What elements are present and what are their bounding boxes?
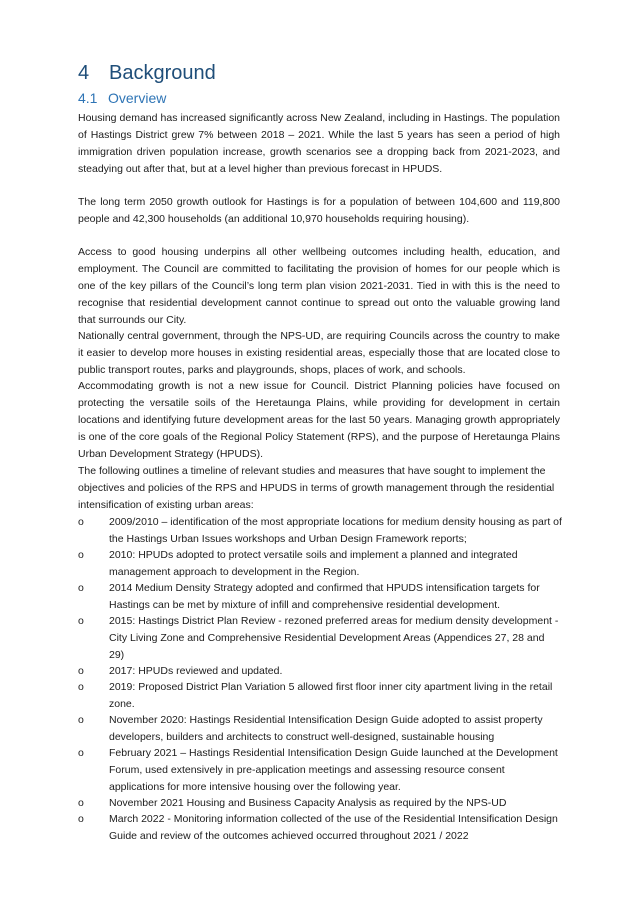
list-item — [78, 745, 562, 796]
list-item-text: March 2022 - Monitoring information collected of the use of the Residential Intensification Design Guide and review of the outcomes achieved occurred throughout 2021 / 2022 — [109, 813, 558, 842]
list-item-text: 2015: Hastings District Plan Review - rezoned preferred areas for medium density development - City Living Zone and Comprehensive Residential Development Areas (Appendices 27, 28 and 29) — [109, 615, 559, 661]
paragraph-accommodating-growth: Accommodating growth is not a new issue for Council. District Planning policies have focused on protecting the versatile soils of the Heretaunga Plains, while providing for development in certain locations and identifying future development areas for the last 50 years. Managing growth appropriately is one of the core goals of the Regional Policy Statement (RPS), and the purpose of Heretaunga Plains Urban Development Strategy (HPUDS). — [78, 379, 560, 460]
list-item-text: 2014 Medium Density Strategy adopted and confirmed that HPUDS intensification targets for Hastings can be met by mixture of infill and comprehensive residential development. — [109, 582, 540, 611]
subsection-heading — [78, 90, 166, 106]
paragraph-access-housing: Access to good housing underpins all other wellbeing outcomes including health, education, and employment. The Council are committed to facilitating the provision of homes for our people which is one of the key pillars of the Council’s long term plan vision 2021-2031. Tied in with this is the need to recognise that residential development cannot continue to spread out onto the valuable growing land that surrounds our City. — [78, 245, 560, 326]
list-item-text: 2009/2010 – identification of the most appropriate locations for medium density housing as part of the Hastings Urban Issues workshops and Urban Design Framework reports; — [109, 516, 562, 545]
list-item-text: November 2020: Hastings Residential Intensification Design Guide adopted to assist property developers, builders and architects to construct well-designed, sustainable housing — [109, 714, 543, 743]
section-number: 4 — [78, 62, 90, 84]
bullet-mark: o — [78, 813, 84, 825]
list-item — [78, 514, 562, 548]
list-item-text: November 2021 Housing and Business Capacity Analysis as required by the NPS-UD — [109, 797, 507, 809]
bullet-mark: o — [78, 747, 84, 759]
bullet-mark: o — [78, 615, 84, 627]
list-item — [78, 679, 562, 713]
subsection-title: Overview — [108, 90, 167, 106]
list-item — [78, 712, 562, 746]
list-item — [78, 811, 562, 845]
bullet-mark: o — [78, 665, 84, 677]
list-item-text: 2017: HPUDs reviewed and updated. — [109, 665, 283, 677]
bullet-mark: o — [78, 714, 84, 726]
bullet-mark: o — [78, 797, 84, 809]
list-item — [78, 795, 562, 812]
section-heading — [78, 62, 216, 85]
paragraph-growth-outlook: The long term 2050 growth outlook for Hastings is for a population of between 104,600 and 119,800 people and 42,300 households (an additional 10,970 households requiring housing). — [78, 195, 560, 225]
bullet-mark: o — [78, 549, 84, 561]
list-item — [78, 613, 562, 664]
section-title: Background — [109, 62, 216, 84]
bullet-mark: o — [78, 582, 84, 594]
list-item — [78, 547, 562, 581]
list-item-text: 2019: Proposed District Plan Variation 5 allowed first floor inner city apartment living in the retail zone. — [109, 681, 553, 710]
list-item-text: 2010: HPUDs adopted to protect versatile soils and implement a planned and integrated management approach to development in the Region. — [109, 549, 518, 578]
list-item — [78, 580, 562, 614]
timeline-intro: The following outlines a timeline of relevant studies and measures that have sought to implement the objectives and policies of the RPS and HPUDS in terms of growth management through the residential intensification of existing urban areas: — [78, 464, 555, 511]
paragraph-housing-demand: Housing demand has increased significantly across New Zealand, including in Hastings. The population of Hastings District grew 7% between 2018 – 2021. While the last 5 years has seen a period of high immigration driven population increase, growth scenarios see a dropping back from 2021-2023, and steadying out after that, but at a level higher than previous forecast in HPUDS. — [78, 111, 560, 175]
bullet-mark: o — [78, 681, 84, 693]
bullet-mark: o — [78, 516, 84, 528]
list-item — [78, 663, 562, 680]
timeline-list — [78, 514, 562, 844]
list-item-text: February 2021 – Hastings Residential Intensification Design Guide launched at the Development Forum, used extensively in pre-application meetings and assessing resource consent applications for more intensive housing over the following year. — [109, 747, 558, 793]
subsection-number: 4.1 — [78, 90, 98, 106]
paragraph-nps-ud: Nationally central government, through the NPS-UD, are requiring Councils across the country to make it easier to develop more houses in existing residential areas, especially those that are located close to public transport routes, parks and playgrounds, shops, places of work, and schools. — [78, 329, 560, 376]
